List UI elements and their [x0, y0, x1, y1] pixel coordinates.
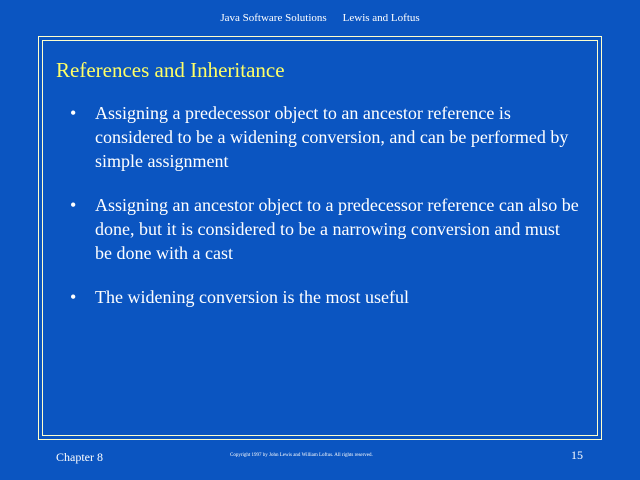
book-title: Java Software Solutions [220, 12, 327, 24]
slide-title: References and Inheritance [56, 58, 285, 82]
slide-header [0, 12, 640, 24]
chapter-label: Chapter 8 [56, 450, 103, 464]
bullet-text: Assigning a predecessor object to an ancestor reference is considered to be a widening conversion, and can be performed by simple assignment [95, 103, 569, 171]
bullet-item [70, 285, 580, 309]
bullet-text: Assigning an ancestor object to a predecessor reference can also be done, but it is considered to be a narrowing conversion and must be done with a cast [95, 195, 579, 263]
bullet-text: The widening conversion is the most useful [95, 287, 409, 307]
bullet-item [70, 193, 580, 265]
bullet-marker: • [70, 195, 77, 215]
copyright-notice: Copyright 1997 by John Lewis and William Loftus. All rights reserved. [230, 453, 373, 458]
page-number: 15 [571, 448, 583, 462]
bullet-marker: • [70, 103, 77, 123]
bullet-list [70, 101, 580, 329]
bullet-item [70, 101, 580, 173]
bullet-marker: • [70, 287, 77, 307]
book-authors: Lewis and Loftus [342, 12, 420, 24]
